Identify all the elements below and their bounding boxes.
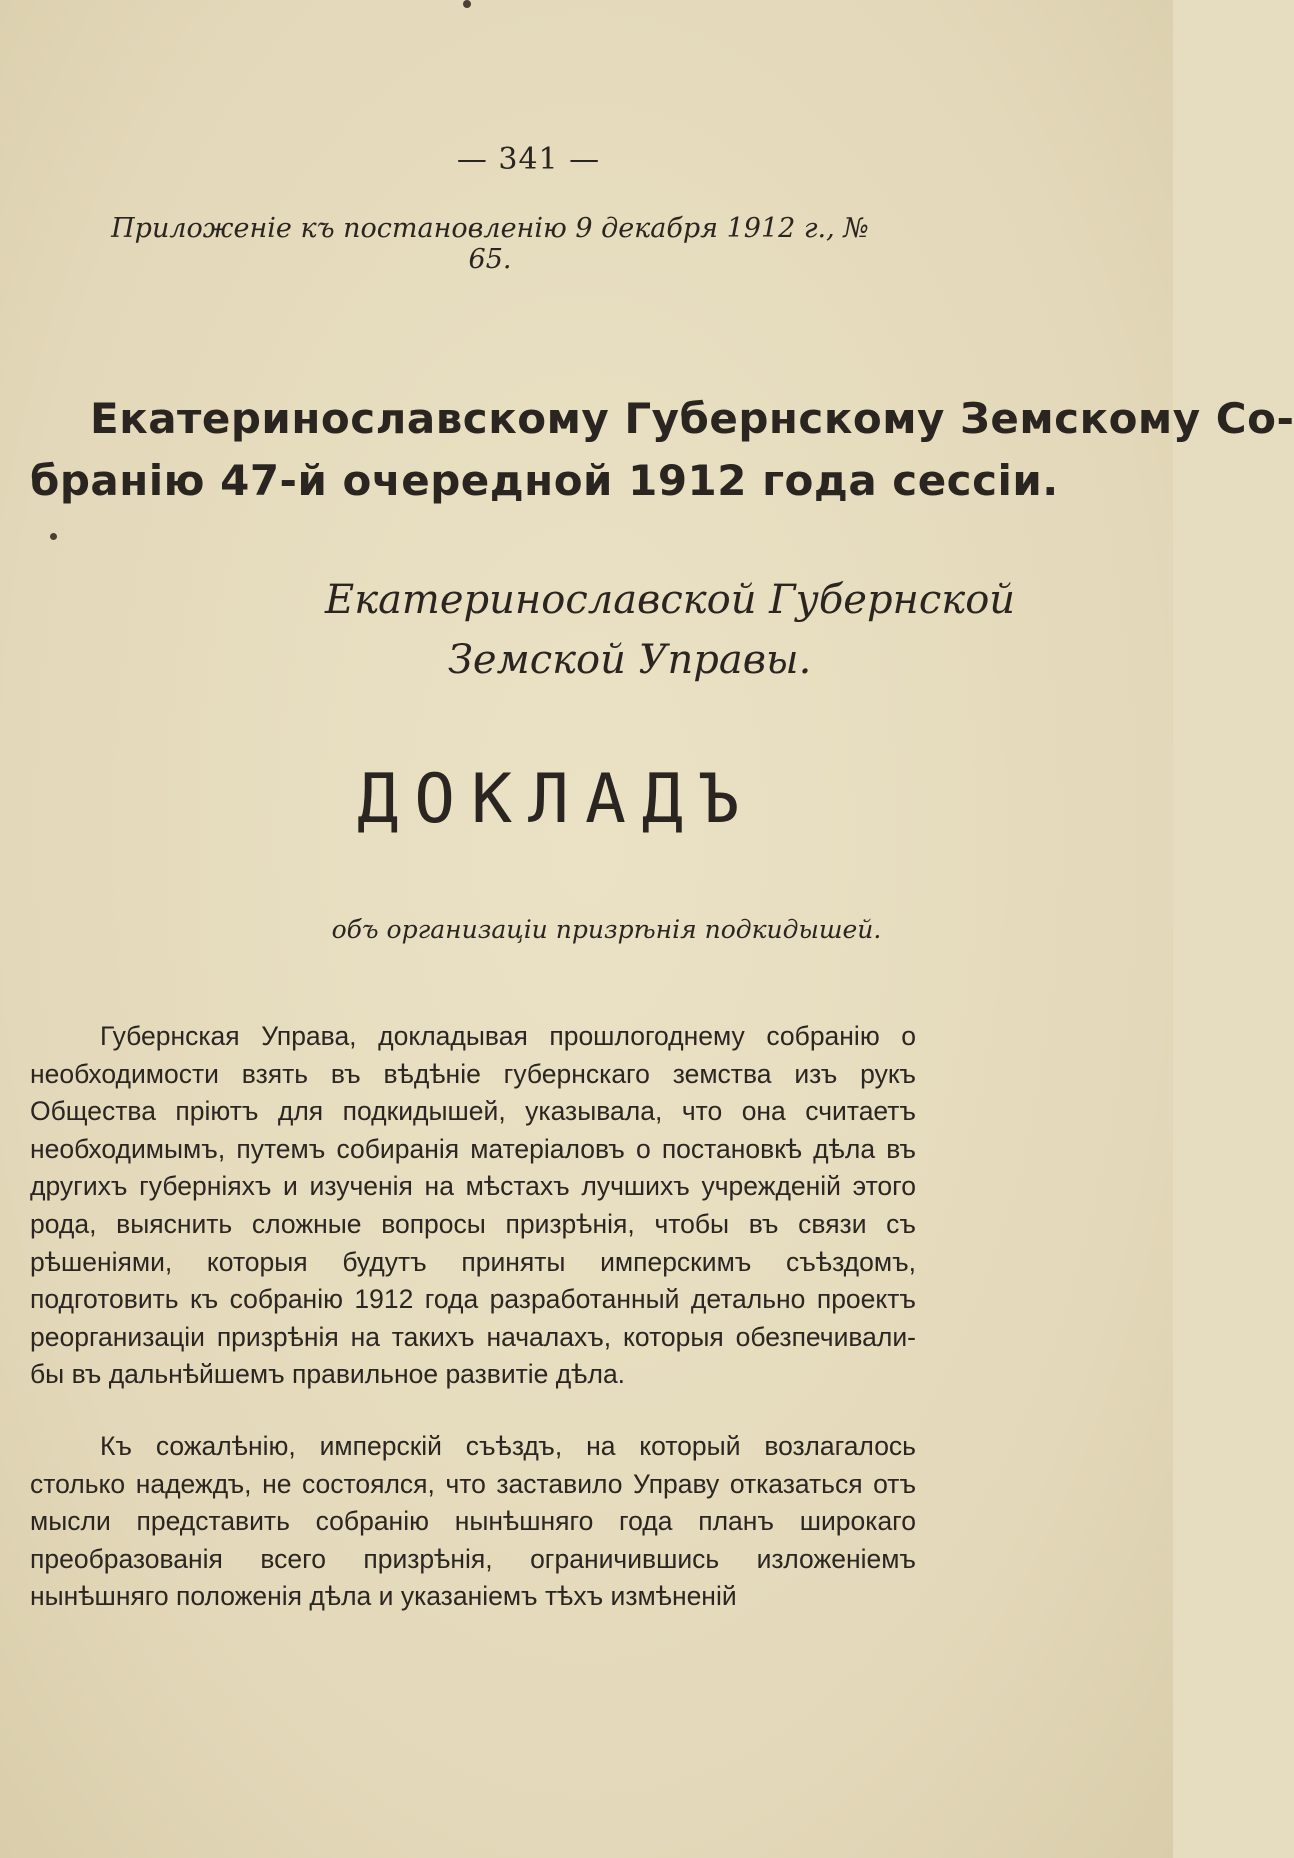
appendix-note: Приложеніе къ постановленію 9 декабря 1912 г., № 65. <box>111 213 869 275</box>
paragraph-2: Къ сожалѣнію, имперскій съѣздъ, на который возлагалось столько надеждъ, не состоялся, что заставило Управу отказаться отъ мысли представить собранію нынѣшняго года планъ широкаго преобразованія всего призрѣнія, ограничившись изложеніемъ нынѣшняго положенія дѣла и указаніемъ тѣхъ измѣненій <box>30 1430 916 1612</box>
page-number: — 341 — <box>456 142 601 177</box>
sender-line-1: Екатеринославской Губернской <box>325 577 1016 623</box>
report-title: ДОКЛАДЪ <box>357 760 756 839</box>
report-subject: объ организаціи призрѣнія подкидышей. <box>331 915 882 944</box>
body-text <box>30 1018 916 1650</box>
paragraph-1: Губернская Управа, докладывая прошлогоднему собранію о необходимости взять въ вѣдѣніе губернскаго земства изъ рукъ Общества пріютъ для подкидышей, указывала, что она считаетъ необходимымъ, путемъ собиранія матеріаловъ о постановкѣ дѣла въ другихъ губерніяхъ и изученія на мѣстахъ лучшихъ учрежденій этого рода, выяснить сложные вопросы призрѣнія, чтобы въ связи съ рѣшеніями, которыя будутъ приняты имперскимъ съѣздомъ, подготовить къ собранію 1912 года разработанный детально проектъ реорганизаціи призрѣнія на такихъ началахъ, которыя обезпечивали-бы въ дальнѣйшемъ правильное развитіе дѣла. <box>30 1021 916 1390</box>
sender-line-2: Земской Управы. <box>448 637 812 683</box>
addressee-heading <box>30 388 1294 512</box>
addressee-line-1: Екатеринославскому Губернскому Земскому Со- <box>90 394 1294 443</box>
ink-dot-left <box>50 533 57 540</box>
sender-heading <box>300 570 1016 690</box>
ink-dot-top <box>463 0 471 8</box>
addressee-line-2: бранію 47-й очередной 1912 года сессіи. <box>30 456 1059 505</box>
